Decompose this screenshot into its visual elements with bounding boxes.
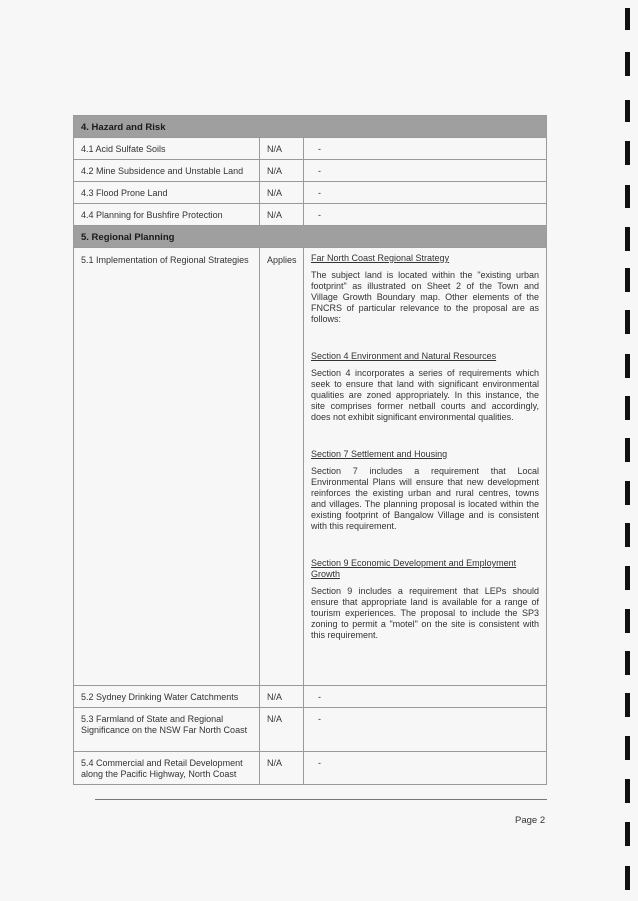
row-status: N/A	[260, 160, 304, 182]
table-row	[74, 248, 547, 686]
section-title: 4. Hazard and Risk	[74, 116, 547, 138]
comment-block	[311, 558, 539, 641]
scan-mark	[625, 736, 630, 760]
section-header	[74, 116, 547, 138]
scan-mark	[625, 268, 630, 292]
row-status: N/A	[260, 708, 304, 752]
row-comment: -	[304, 160, 547, 182]
row-name: 5.1 Implementation of Regional Strategies	[81, 255, 249, 265]
row-name: 4.1 Acid Sulfate Soils	[74, 138, 260, 160]
row-comment: -	[304, 752, 547, 785]
row-status: N/A	[260, 182, 304, 204]
scan-mark	[625, 227, 630, 251]
scan-mark	[625, 438, 630, 462]
block-text: Section 9 includes a requirement that LEPs should ensure that appropriate land is available for a range of tourism experiences. The proposal to include the SP3 zoning to permit a "motel" on the site is consistent with this requirement.	[311, 586, 539, 640]
block-heading: Section 9 Economic Development and Employment Growth	[311, 558, 517, 579]
scan-mark	[625, 651, 630, 675]
block-text: Section 4 incorporates a series of requirements which seek to ensure that land with significant environmental qualities are zoned appropriately. In this instance, the site comprises former netball courts and accordingly, does not exhibit significant environmental qualities.	[311, 368, 539, 422]
scan-mark	[625, 693, 630, 717]
table-row	[74, 160, 547, 182]
scan-mark	[625, 100, 630, 122]
row-status: Applies	[267, 255, 297, 265]
block-text: Section 7 includes a requirement that Local Environmental Plans will ensure that new development reinforces the existing urban and rural centres, towns and villages. The planning proposal is located within the existing footprint of Bangalow Village and is consistent with this requirement.	[311, 466, 539, 531]
row-comment	[304, 248, 546, 641]
row-status: N/A	[260, 752, 304, 785]
row-status: N/A	[260, 138, 304, 160]
scan-mark	[625, 779, 630, 803]
scan-edge-marks	[618, 0, 638, 901]
row-name: 4.2 Mine Subsidence and Unstable Land	[74, 160, 260, 182]
table-row	[74, 182, 547, 204]
scan-mark	[625, 8, 630, 30]
scan-mark	[625, 52, 630, 76]
section-title: 5. Regional Planning	[74, 226, 547, 248]
block-heading: Section 7 Settlement and Housing	[311, 449, 448, 459]
row-status: N/A	[260, 204, 304, 226]
row-name: 4.3 Flood Prone Land	[74, 182, 260, 204]
table-row	[74, 138, 547, 160]
scan-mark	[625, 566, 630, 590]
row-name: 5.3 Farmland of State and Regional Significance on the NSW Far North Coast	[74, 708, 260, 752]
scan-mark	[625, 822, 630, 846]
section-header	[74, 226, 547, 248]
block-heading: Section 4 Environment and Natural Resources	[311, 351, 497, 361]
scan-mark	[625, 523, 630, 547]
row-comment: -	[304, 686, 547, 708]
scan-mark	[625, 396, 630, 420]
scan-mark	[625, 185, 630, 208]
row-comment: -	[304, 138, 547, 160]
comment-block	[311, 449, 539, 532]
block-text: The subject land is located within the "existing urban footprint" as illustrated on Sheet 2 of the Town and Village Growth Boundary map. Other elements of the FNCRS of particular relevance to the proposal are as follows:	[311, 270, 539, 324]
row-name: 5.2 Sydney Drinking Water Catchments	[74, 686, 260, 708]
block-heading: Far North Coast Regional Strategy	[311, 253, 450, 263]
table-row	[74, 204, 547, 226]
scan-mark	[625, 481, 630, 505]
scan-mark	[625, 609, 630, 633]
row-name: 4.4 Planning for Bushfire Protection	[74, 204, 260, 226]
row-comment: -	[304, 708, 547, 752]
scan-mark	[625, 354, 630, 378]
table-row	[74, 752, 547, 785]
table-row	[74, 708, 547, 752]
page-number: Page 2	[515, 815, 546, 826]
scan-mark	[625, 310, 630, 334]
comment-block	[311, 351, 539, 423]
row-status: N/A	[260, 686, 304, 708]
scan-mark	[625, 141, 630, 165]
table-row	[74, 686, 547, 708]
row-name: 5.4 Commercial and Retail Development along the Pacific Highway, North Coast	[74, 752, 260, 785]
footer-rule	[95, 799, 547, 800]
planning-compliance-table	[73, 115, 547, 785]
comment-block	[311, 253, 539, 325]
row-comment: -	[304, 182, 547, 204]
row-comment: -	[304, 204, 547, 226]
scan-mark	[625, 866, 630, 890]
